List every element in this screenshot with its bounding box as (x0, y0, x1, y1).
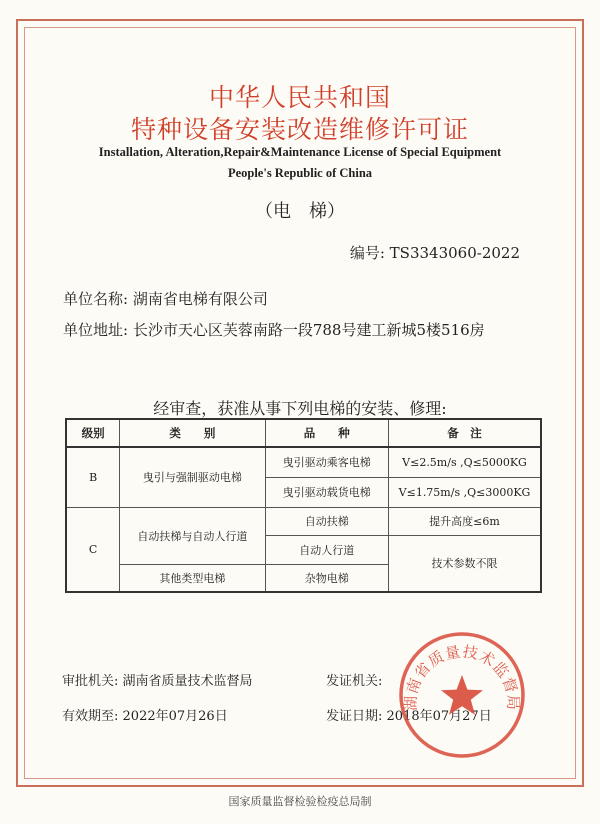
footer-issuer: 国家质量监督检验检疫总局制 (228, 795, 372, 808)
certificate-number: 编号: TS3343060-2022 (349, 244, 520, 262)
star-icon (441, 675, 483, 715)
remark-cell: V≤1.75m/s ,Q≤3000KG (389, 477, 542, 507)
validity-row (62, 705, 228, 724)
remark-cell: V≤2.5m/s ,Q≤5000KG (389, 447, 542, 477)
license-scope-table (65, 418, 542, 593)
unit-address-value: 长沙市天心区芙蓉南路一段788号建工新城5楼516房 (132, 321, 485, 339)
table-row (66, 507, 541, 535)
unit-name-row (63, 288, 268, 309)
table-row (66, 447, 541, 477)
seal-text: 湖南省质量技术监督局 (401, 642, 523, 711)
header-grade: 级别 (66, 419, 120, 447)
validity-label: 有效期至: (62, 709, 119, 724)
header-variety: 品 种 (265, 419, 388, 447)
grade-c-cell: C (66, 507, 120, 592)
approval-authority-row (62, 670, 253, 689)
type-cell: 自动扶梯与自动人行道 (120, 507, 265, 564)
title-en-line2: People's Republic of China (227, 166, 373, 180)
header-remark: 备 注 (389, 419, 542, 447)
unit-name-value: 湖南省电梯有限公司 (132, 290, 268, 308)
unit-address-label: 单位地址: (63, 321, 129, 339)
validity-value: 2022年07月26日 (122, 709, 228, 724)
variety-cell: 自动人行道 (265, 535, 388, 564)
unit-address-row (63, 319, 485, 340)
type-cell: 其他类型电梯 (120, 564, 265, 592)
table-header-row (66, 419, 541, 447)
official-seal-stamp (398, 631, 526, 759)
title-en-line1: Installation, Alteration,Repair&Maintenance License of Special Equipment (98, 145, 502, 159)
issue-date-label: 发证日期: (326, 709, 383, 724)
variety-cell: 曳引驱动载货电梯 (265, 477, 388, 507)
header-type: 类 别 (120, 419, 265, 447)
variety-cell: 自动扶梯 (265, 507, 388, 535)
remark-cell: 提升高度≤6m (389, 507, 542, 535)
variety-cell: 曳引驱动乘客电梯 (265, 447, 388, 477)
approval-value: 湖南省质量技术监督局 (122, 674, 253, 689)
license-category: （电 梯） (255, 201, 345, 222)
approval-label: 审批机关: (62, 674, 119, 689)
scope-intro: 经审查，获准从事下列电梯的安装、修理: (153, 399, 447, 418)
grade-b-cell: B (66, 447, 120, 507)
issuing-authority-row (326, 670, 382, 689)
title-cn-line2: 特种设备安装改造维修许可证 (130, 115, 469, 144)
variety-cell: 杂物电梯 (265, 564, 388, 592)
remark-cell: 技术参数不限 (389, 535, 542, 592)
title-cn-line1: 中华人民共和国 (208, 83, 391, 112)
issuing-label: 发证机关: (326, 674, 383, 689)
issue-date-value: 2018年07月27日 (386, 709, 492, 724)
type-cell: 曳引与强制驱动电梯 (120, 447, 265, 507)
unit-name-label: 单位名称: (63, 290, 129, 308)
